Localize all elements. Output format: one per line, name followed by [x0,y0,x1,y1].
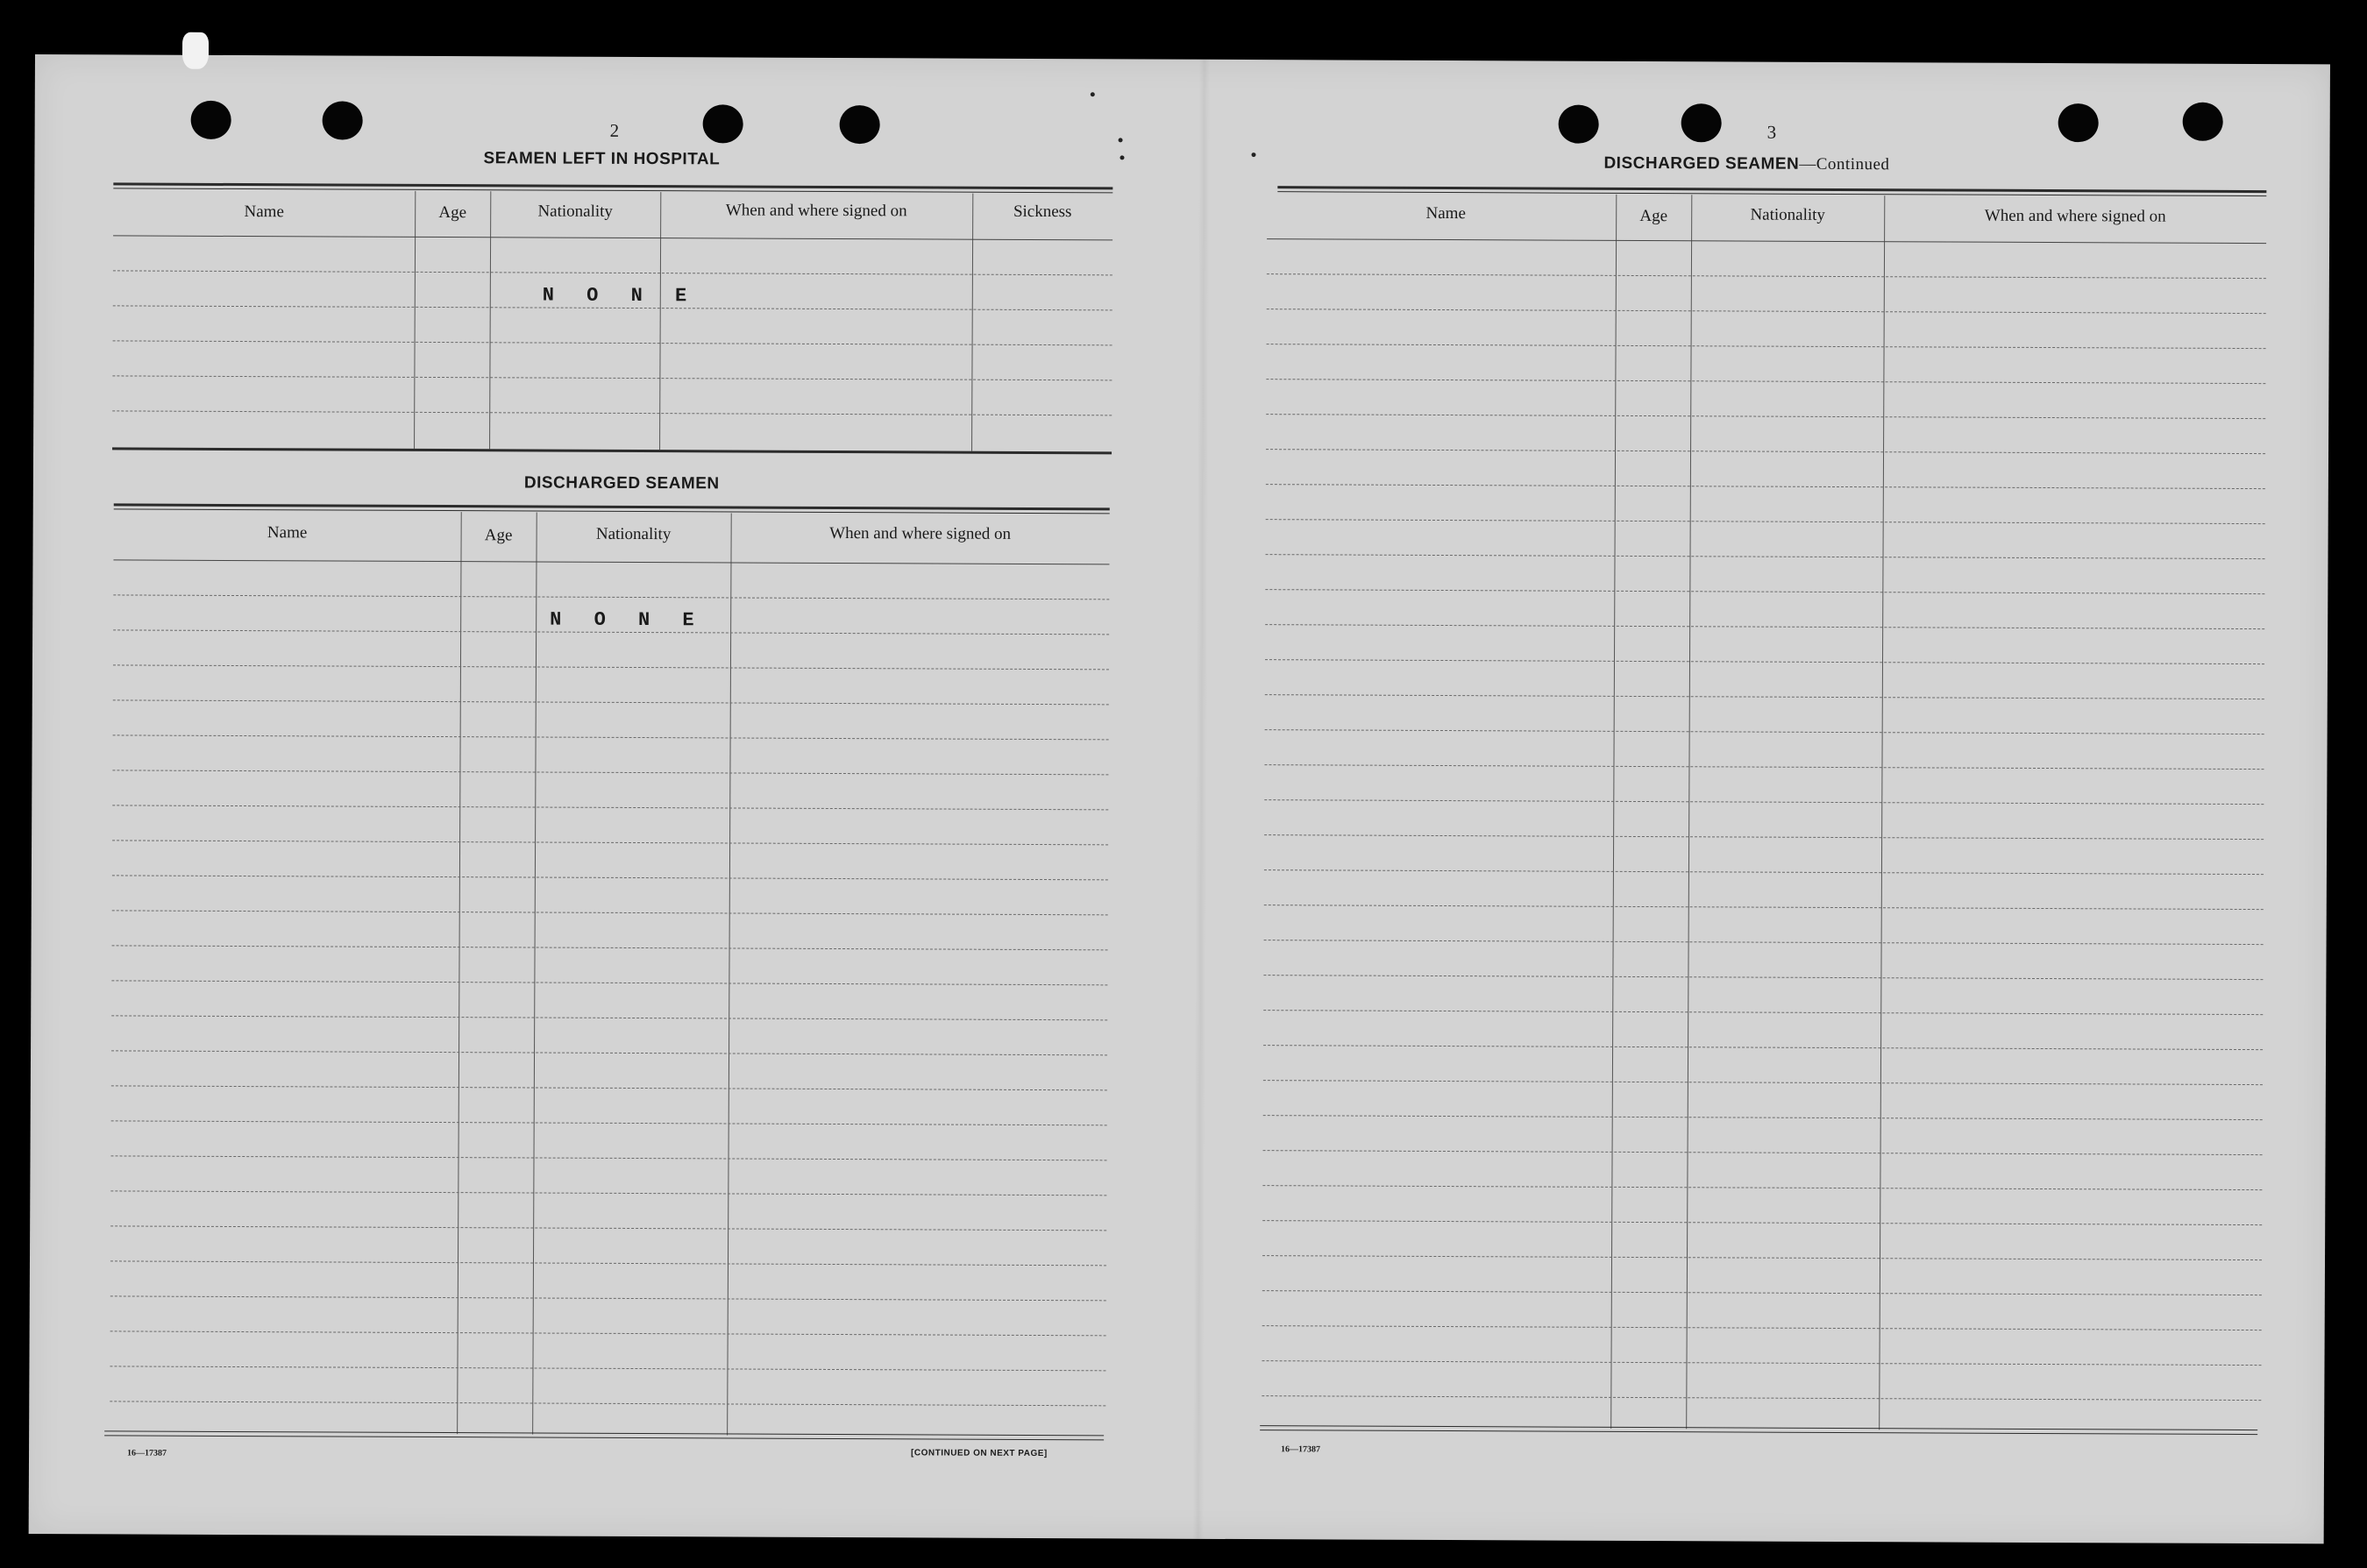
page-number-left: 2 [609,119,620,141]
hospital-none-entry: N O N E [542,284,698,308]
row-line [113,340,1112,345]
row-line [113,270,1112,275]
row-line [110,1190,1106,1196]
row-line [110,1366,1105,1371]
manifest-sheet [29,54,2330,1543]
right-header-nationality: Nationality [1750,205,1825,224]
page-fold [1193,60,1210,1539]
row-line [112,770,1108,775]
discharged-header-nationality: Nationality [595,524,672,544]
punch-hole [2183,103,2223,141]
row-line [1266,519,2265,524]
row-line [111,1050,1107,1055]
row-line [1263,1115,2263,1120]
row-line [1262,1255,2262,1260]
row-line [1266,449,2265,454]
row-line [113,664,1109,670]
header-separator [113,235,1112,240]
row-line [112,375,1112,380]
punch-hole [703,104,743,143]
row-line [110,1260,1106,1266]
discharged-header-age: Age [484,526,513,545]
row-line [1264,905,2264,910]
page-number-right: 3 [1766,121,1777,143]
hospital-section-title: SEAMEN LEFT IN HOSPITAL [483,149,721,169]
row-line [112,840,1108,845]
continued-on-next-page: [CONTINUED ON NEXT PAGE] [911,1448,1048,1459]
right-header-signed-on: When and where signed on [1984,206,2166,226]
row-line [1264,834,2264,840]
header-separator [113,559,1109,564]
paper-tab [182,32,209,69]
discharged-table-lines [35,54,2330,64]
column-divider [659,192,661,450]
row-line [1262,1220,2262,1225]
right-table-lines [35,54,2330,64]
hospital-header-signed-on: When and where signed on [725,201,907,221]
row-line [1265,694,2264,699]
row-line [113,734,1109,740]
punch-hole [2058,103,2099,142]
row-line [113,594,1109,600]
column-divider [971,194,973,451]
column-divider [727,513,732,1435]
punch-hole [840,105,880,144]
left-bottom-rule-2 [104,1435,1104,1440]
row-line [1264,764,2264,770]
speck [1091,92,1095,96]
hospital-header-sickness: Sickness [1013,202,1072,222]
row-line [1262,1360,2262,1366]
right-header-name: Name [1425,203,1466,223]
row-line [1262,1325,2262,1330]
row-line [1263,1150,2263,1155]
punch-hole [1681,103,1722,142]
column-divider [457,512,462,1434]
hospital-header-nationality: Nationality [537,202,614,221]
row-line [1265,729,2264,734]
column-divider [532,512,537,1434]
row-line [1263,1010,2263,1015]
row-line [1263,1080,2263,1085]
form-number-left: 16—17387 [127,1448,167,1458]
header-separator [1267,238,2266,244]
row-line [1262,1185,2262,1190]
row-line [1262,1290,2262,1295]
row-line [1264,940,2264,945]
discharged-header-name: Name [267,523,308,543]
hospital-header-age: Age [438,203,467,223]
hospital-header-name: Name [244,202,284,222]
discharged-continued-main: DISCHARGED SEAMEN [1603,153,1800,174]
row-line [110,1225,1106,1231]
row-line [110,1330,1106,1336]
row-line [1264,869,2264,875]
form-number-right: 16—17387 [1281,1444,1321,1455]
row-line [113,699,1109,705]
punch-hole [191,101,231,139]
hospital-bottom-rule [112,447,1112,454]
row-line [111,1120,1107,1125]
column-divider [414,191,416,449]
row-line [1266,484,2265,489]
row-line [1265,589,2264,594]
row-line [1265,659,2264,664]
row-line [1266,379,2265,384]
row-line [112,945,1108,950]
row-line [1265,624,2264,629]
row-line [110,1401,1105,1406]
row-line [111,1015,1107,1020]
row-line [1266,554,2265,559]
column-divider [489,191,491,449]
row-line [110,1295,1106,1301]
row-line [112,410,1112,415]
row-line [112,805,1108,810]
speck [1120,155,1124,160]
discharged-continued-suffix: —Continued [1799,154,1890,174]
speck [1119,138,1123,142]
row-line [1262,1395,2261,1401]
row-line [1263,975,2263,980]
row-line [112,910,1108,915]
punch-hole [1559,105,1599,144]
row-line [111,1085,1107,1090]
row-line [1267,344,2266,349]
speck [1252,153,1256,157]
row-line [111,980,1107,985]
row-line [1263,1045,2263,1050]
row-line [111,1155,1107,1160]
row-line [1267,309,2266,314]
discharged-section-title: DISCHARGED SEAMEN [523,473,720,493]
punch-hole [323,101,363,139]
row-line [1267,273,2266,279]
row-line [1264,799,2264,805]
discharged-none-entry: N O N E [550,608,705,632]
discharged-header-signed-on: When and where signed on [829,523,1012,543]
discharged-continued-title [1603,154,1889,174]
row-line [1266,414,2265,419]
right-header-age: Age [1639,206,1668,226]
right-bottom-rule-2 [1260,1430,2257,1435]
hospital-table-lines [35,54,2330,64]
row-line [112,875,1108,880]
